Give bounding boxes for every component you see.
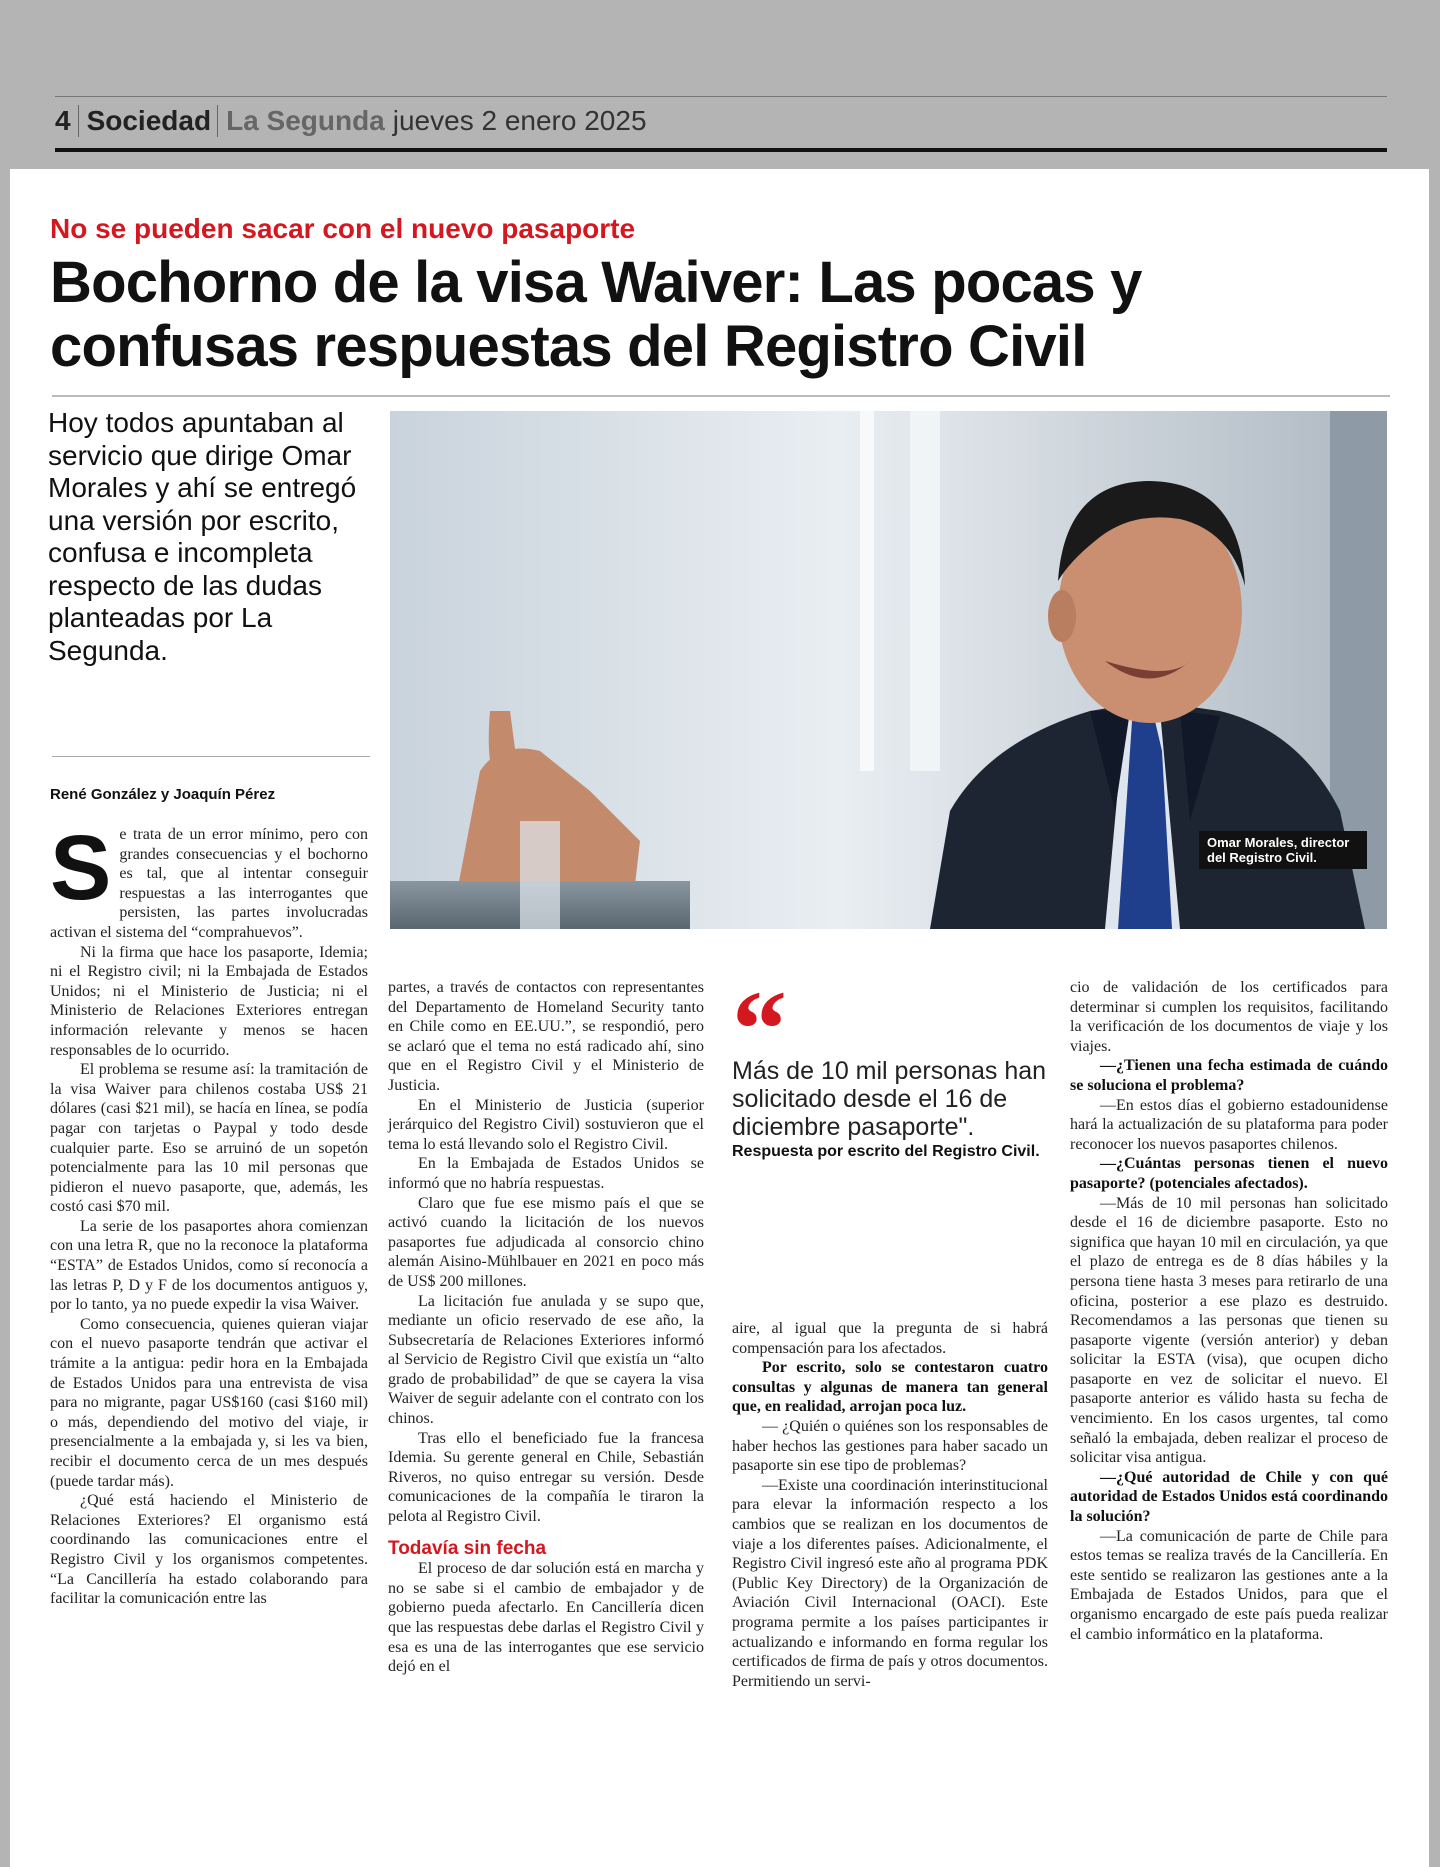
- quote-mark-icon: “: [732, 989, 787, 1053]
- headline: Bochorno de la visa Waiver: Las pocas y confusas respuestas del Registro Civil: [50, 250, 1142, 379]
- question: —¿Cuántas personas tienen el nuevo pasaporte? (potenciales afectados).: [1070, 1155, 1388, 1192]
- paragraph: En la Embajada de Estados Unidos se informó que no habría respuestas.: [388, 1155, 704, 1192]
- paragraph: En el Ministerio de Justicia (superior jerárquico del Registro Civil) sostuvieron que el tema lo está llevando solo el Registro Civil.: [388, 1096, 704, 1153]
- question: —¿Qué autoridad de Chile y con qué autoridad de Estados Unidos está coordinando la solución?: [1070, 1468, 1388, 1526]
- page-header: [55, 96, 1387, 152]
- deck-divider: [52, 756, 370, 757]
- article-column-3: [732, 1319, 1048, 1691]
- paragraph: El proceso de dar solución está en marcha y no se sabe si el cambio de embajador y de gobierno pueda afectarlo. En Cancillería dicen que las respuestas debe darlas el Registro Civil y esa es una de las interrogantes que ese servicio dejó en el: [388, 1560, 704, 1676]
- paragraph: partes, a través de contactos con representantes del Departamento de Homeland Security tanto en Chile como en EE.UU.”, se respondió, pero se aclaró que el tema no está radicado ahí, sino que en el Registro Civil y el Ministerio de Justicia.: [388, 979, 704, 1094]
- article-column-4: [1070, 978, 1388, 1644]
- paragraph: La serie de los pasaportes ahora comienzan con una letra R, que no la reconoce la plataforma “ESTA” de Estados Unidos, como sí reconocía a las letras P, D y F de los documentos antiguos y, por lo tanto, ya no puede expedir la visa Waiver.: [50, 1217, 368, 1314]
- pull-quote: [732, 989, 1048, 1161]
- paragraph-bold: Por escrito, solo se contestaron cuatro consultas y algunas de manera tan general que, en realidad, arrojan poca luz.: [732, 1359, 1048, 1416]
- pull-quote-source: Respuesta por escrito del Registro Civil.: [732, 1143, 1040, 1160]
- answer: —En estos días el gobierno estadounidense hará la actualización de su plataforma para poder reconocer los nuevos pasaportes chilenos.: [1070, 1096, 1388, 1153]
- newspaper-page: [10, 169, 1429, 1867]
- answer: —La comunicación de parte de Chile para estos temas se realiza través de la Cancillería. En este sentido se realizaron las gestiones ante a la Embajada de Estados Unidos, para que el organismo encargado de este país pueda realizar el cambio informático en la plataforma.: [1070, 1527, 1388, 1643]
- page-number: 4: [55, 105, 79, 137]
- paragraph: cio de validación de los certificados para determinar si cumplen los requisitos, facilitando la verificación de los documentos de viaje y los viajes.: [1070, 979, 1388, 1055]
- question: —¿Tienen una fecha estimada de cuándo se soluciona el problema?: [1070, 1057, 1388, 1094]
- paragraph: El problema se resume así: la tramitación de la visa Waiver para chilenos costaba US$ 21 dólares (casi $21 mil), se hacía en línea, se podía pagar con tarjetas o Paypal y todo desde cualquier parte. Eso se arruinó de un sopetón potencialmente para las 10 mil personas que pidieron el nuevo pasaporte, que, además, les costó casi $70 mil.: [50, 1061, 368, 1216]
- byline: René González y Joaquín Pérez: [50, 786, 276, 803]
- subheading: Todavía sin fecha: [388, 1537, 547, 1559]
- deck-summary: Hoy todos apuntaban al servicio que dirige Omar Morales y ahí se entregó una versión por escrito, confusa e incompleta respecto de las dudas planteadas por La Segunda.: [48, 407, 357, 666]
- paragraph: Se trata de un error mínimo, pero con grandes consecuencias y el bochorno es tal, que al intentar conseguir respuestas a las interrogantes que persisten, las partes involucradas activan el sistema del “comprahuevos”.: [50, 817, 368, 941]
- photo-caption: Omar Morales, director del Registro Civil.: [1199, 831, 1367, 869]
- article-column-2: [388, 978, 704, 1677]
- paragraph: aire, al igual que la pregunta de si habrá compensación para los afectados.: [732, 1320, 1048, 1357]
- paragraph: — ¿Quién o quiénes son los responsables de haber hechos las gestiones para haber sacado un pasaporte sin ese tipo de problemas?: [732, 1417, 1048, 1475]
- article-column-1: [50, 817, 368, 1609]
- header-bottom-rule: [55, 148, 1387, 152]
- paragraph: Ni la firma que hace los pasaporte, Idemia; ni el Registro civil; ni la Embajada de Estados Unidos; ni el Ministerio de Justicia; ni el Ministerio de Relaciones Exteriores entregan información relevante y menos se hacen responsables de lo ocurrido.: [50, 943, 368, 1059]
- headline-divider: [52, 395, 1390, 397]
- paragraph: —Existe una coordinación interinstitucional para elevar la información respecto a los cambios que se realizan en los documentos de viaje a los diferentes países. Adicionalmente, el Registro Civil ingresó este año al programa PDK (Public Key Directory) de la Organización de Aviación Civil Internacional (OACI). Este programa permite a los países participantes ir actualizando e informando en forma regular los certificados de firma de país y otros documentos. Permitiendo un servi-: [732, 1476, 1048, 1690]
- section-name: Sociedad: [79, 105, 218, 137]
- answer: —Más de 10 mil personas han solicitado desde el 16 de diciembre pasaporte. Esto no significa que hayan 10 mil en circulación, ya que el plazo de entrega es de 8 días hábiles y la persona tiene hasta 3 meses para retirarlo de una oficina, posterior a ese plazo es destruido. Recomendamos a las personas que tienen su pasaporte vigente (versión anterior) y deban solicitar la ESTA (visa), que ocupen dicho pasaporte en vez de solicitar el nuevo. El pasaporte anterior es válido hasta su fecha de vencimiento. En los casos urgentes, tal como señaló la embajada, deben realizar el proceso de solicitar visa antigua.: [1070, 1194, 1388, 1467]
- pull-quote-text: Más de 10 mil personas han solicitado desde el 16 de diciembre pasaporte".: [732, 1057, 1047, 1141]
- paragraph: Como consecuencia, quienes quieran viajar con el nuevo pasaporte tendrán que activar el trámite a la antigua: pedir hora en la Embajada de Estados Unidos para una entrevista de visa para no migrante, pagar US$160 (casi $160 mil) o más, dependiendo del motivo del viaje, ir presencialmente a la embajada y, si les va bien, recibir el documento cerca de un mes después (puede tardar más).: [50, 1315, 368, 1490]
- article-photo: [390, 411, 1387, 929]
- publication-date: jueves 2 enero 2025: [392, 105, 647, 136]
- paragraph: ¿Qué está haciendo el Ministerio de Relaciones Exteriores? El organismo está coordinando las comunicaciones entre el Registro Civil y los organismos competentes. “La Cancillería ha estado colaborando para facilitar la comunicación entre las: [50, 1492, 368, 1608]
- paragraph: Claro que fue ese mismo país el que se activó cuando la licitación de los nuevos pasaportes fue adjudicada al consorcio chino alemán Aisino-Mühlbauer en 2021 en poco más de US$ 200 millones.: [388, 1194, 704, 1290]
- publication-name: La Segunda: [226, 105, 385, 136]
- drop-cap: S: [50, 817, 112, 919]
- kicker: No se pueden sacar con el nuevo pasaporte: [50, 213, 636, 244]
- header-top-rule: [55, 96, 1387, 97]
- paragraph: La licitación fue anulada y se supo que, mediante un oficio reservado de ese año, la Subsecretaría de Relaciones Exteriores informó al Servicio de Registro Civil que existía un “alto grado de probabilidad” de que se cayera la visa Waiver de seguir adelante con el contrato con los chinos.: [388, 1292, 704, 1428]
- paragraph: Tras ello el beneficiado fue la francesa Idemia. Su gerente general en Chile, Sebastián Riveros, no quiso entregar su versión. Desde comunicaciones de la compañía le tiraron la pelota al Registro Civil.: [388, 1429, 704, 1526]
